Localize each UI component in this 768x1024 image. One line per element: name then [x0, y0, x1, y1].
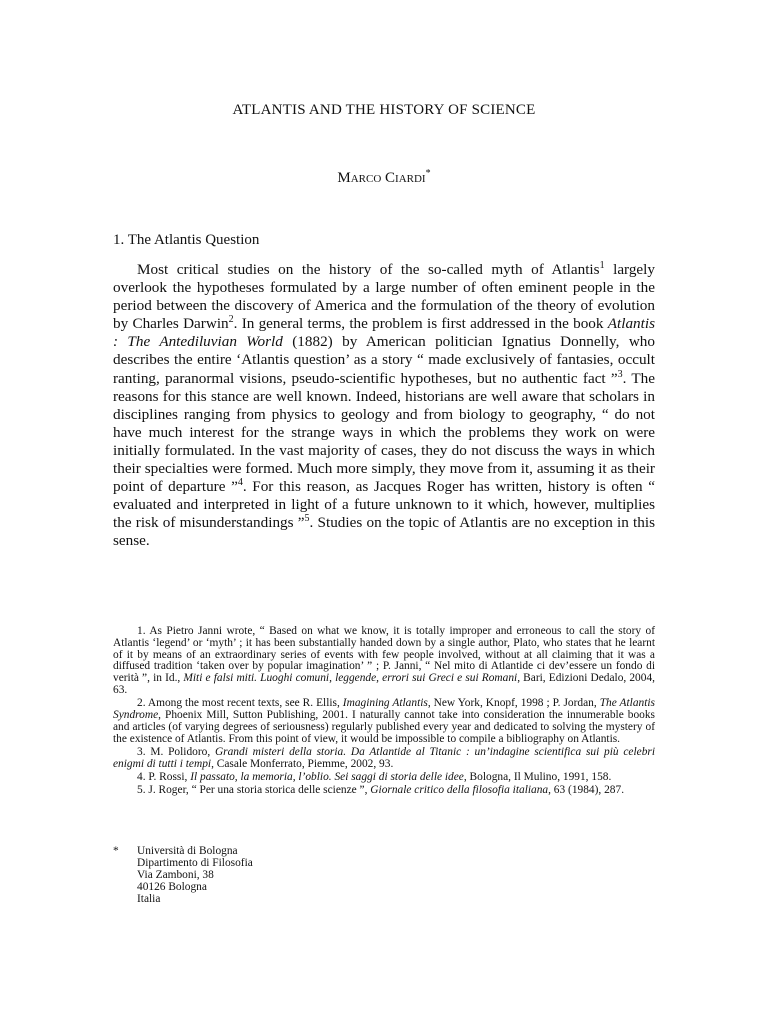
section-heading: 1. The Atlantis Question: [113, 232, 260, 248]
book-title: Atlantis : The Antediluvian World: [113, 315, 655, 351]
footnote-ref: 3: [617, 368, 623, 380]
footnote-ref: 4: [237, 477, 243, 489]
author-name: Marco Ciardi: [337, 170, 426, 186]
footnote-2: 2. Among the most recent texts, see R. Ellis, Imagining Atlantis, New York, Knopf, 1998 ; P. Jordan, The Atlantis Syndrome, Phoenix Mill, Sutton Publishing, 2001. I naturally cannot take into consideration the innumerable books and articles (of varying degrees of seriousness) regularly published every year and dedicated to solving the mystery of the existence of Atlantis. From this point of view, it would be impossible to compile a bibliography on Atlantis.: [113, 697, 655, 745]
footnote-ref: 5: [304, 513, 310, 525]
affiliation-line: Dipartimento di Filosofia: [137, 857, 253, 869]
footnote-ref: 1: [599, 259, 605, 271]
body-paragraph: Most critical studies on the history of the so-called myth of Atlantis$^1$ largely overlook the hypotheses formulated by a large number of often eminent people in the period between the discovery of America and the formulation of the theory of evolution by Charles Darwin$^2$. In general terms, the problem is first addressed in the book Atlantis : The Antediluvian World (1882) by American politician Ignatius Donnelly, who describes the entire ‘Atlantis question’ as a story “ made exclusively of fantasies, occult ranting, paranormal visions, pseudo-scientific hypotheses, but no authentic fact ”$^3$. The reasons for this stance are well known. Indeed, historians are well aware that scholars in disciplines ranging from physics to geology and from biology to geography, “ do not have much interest for the strange ways in which the problems they work on were initially formulated. In the vast majority of cases, they do not discuss the ways in which their specialties were formed. Much more simply, they move from it, assuming it as their point of departure ”$^4$. For this reason, as Jacques Roger has written, history is often “ evaluated and interpreted in light of a future unknown to it which, however, multiplies the risk of misunderstandings ”$^5$. Studies on the topic of Atlantis are no exception in this sense.: [113, 259, 655, 550]
affiliation-line: 40126 Bologna: [137, 881, 207, 893]
author-line: [0, 168, 768, 187]
footnote-1: 1. As Pietro Janni wrote, “ Based on what we know, it is totally improper and erroneous to call the story of Atlantis ‘legend’ or ‘myth’ ; it has been substantially handed down by a single author, Plato, who states that he learnt of it by means of an extraordinary series of events with few people involved, without at all claiming that it was a diffused tradition ‘taken over by popular imagination’ ” ; P. Janni, “ Nel mito di Atlantide ci dev’essere un fondo di verità ”, in Id., Miti e falsi miti. Luoghi comuni, leggende, errori sui Greci e sui Romani, Bari, Edizioni Dedalo, 2004, 63.: [113, 625, 655, 696]
author-footnote-mark: *: [425, 168, 431, 179]
footnote-4: 4. P. Rossi, Il passato, la memoria, l’oblio. Sei saggi di storia delle idee, Bologna, Il Mulino, 1991, 158.: [137, 771, 612, 784]
author-affiliation: [113, 845, 253, 905]
footnotes: [113, 626, 655, 799]
affiliation-mark: *: [113, 845, 119, 857]
article-title: ATLANTIS AND THE HISTORY OF SCIENCE: [232, 102, 536, 118]
footnote-3: 3. M. Polidoro, Grandi misteri della storia. Da Atlantide al Titanic : un’indagine scientifica sui più celebri enigmi di tutti i tempi, Casale Monferrato, Piemme, 2002, 93.: [113, 745, 655, 770]
footnote-ref: 2: [228, 314, 234, 326]
affiliation-line: Università di Bologna: [137, 845, 238, 857]
affiliation-line: Italia: [137, 893, 161, 905]
footnote-5: 5. J. Roger, “ Per una storia storica delle scienze ”, Giornale critico della filosofia italiana, 63 (1984), 287.: [137, 784, 625, 797]
affiliation-line: Via Zamboni, 38: [137, 869, 214, 881]
